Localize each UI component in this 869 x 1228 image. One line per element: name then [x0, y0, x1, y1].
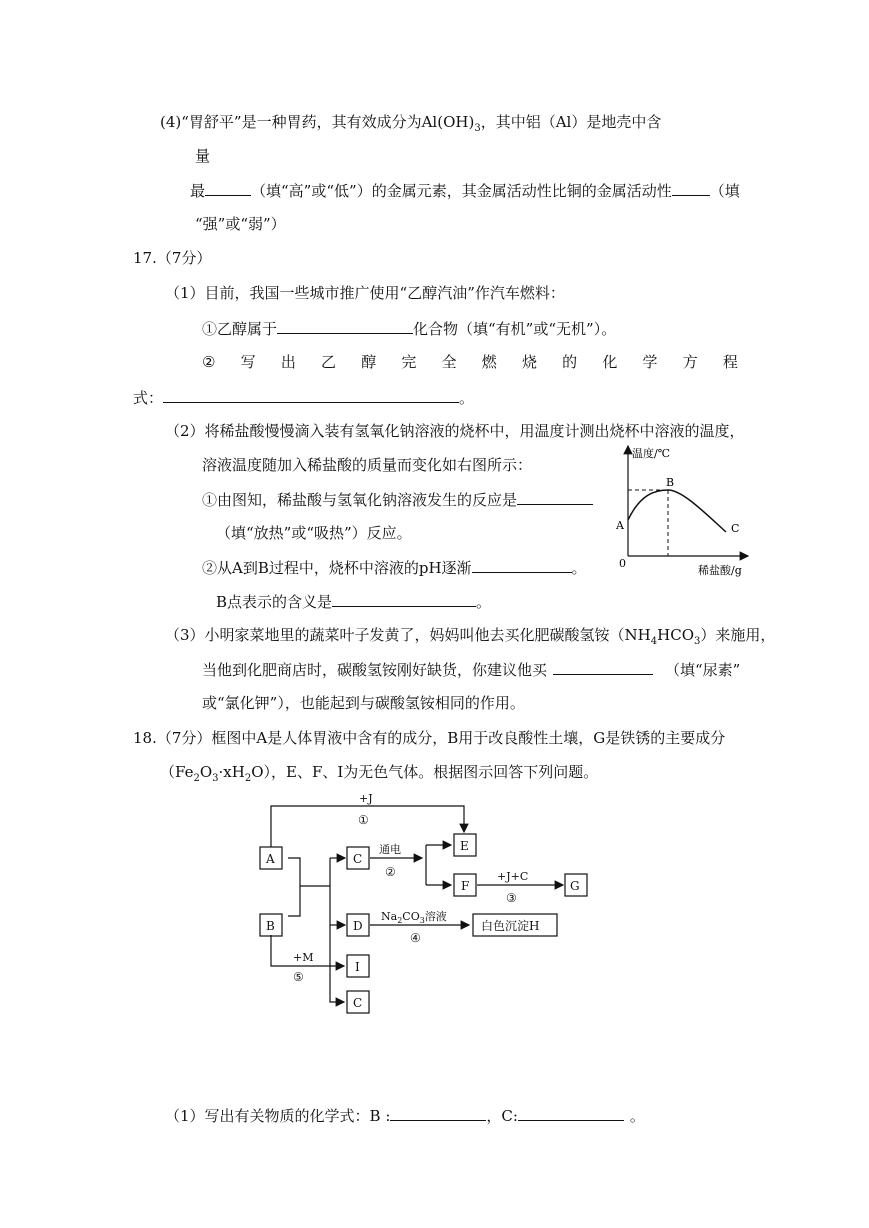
answer-blank-point-b-meaning[interactable]: [332, 591, 476, 607]
q17-part2-i: ①由图知，稀盐酸与氢氧化钠溶液发生的反应是: [202, 489, 593, 510]
q18-line2: $(Fe_2O_3\cdot xH_2O)$，E、F、I为无色气体。根据图示回答下列问题。: [160, 763, 599, 784]
graph-x-label: 稀盐酸/g: [698, 564, 742, 577]
q17-part1-ii: ② 写 出 乙 醇 完 全 燃 烧 的 化 学 方 程: [202, 353, 738, 371]
q17-part2-line1: （2）将稀盐酸慢慢滴入装有氢氧化钠溶液的烧杯中，用温度计测出烧杯中溶液的温度，: [165, 422, 745, 440]
answer-blank-formula-b[interactable]: [390, 1105, 486, 1121]
q16-4-line3: 最 （填“高”或“低”）的金属元素，其金属活动性比铜的金属活动性 （填: [190, 182, 740, 200]
label-box-g: G: [570, 879, 580, 893]
q17-part1-intro: （1）目前，我国一些城市推广使用“乙醇汽油”作汽车燃料：: [165, 284, 565, 302]
q16-4-line2: 量: [195, 147, 211, 165]
q17-part1-ii-cont: 式： 。: [133, 389, 475, 407]
q17-part2-ii-b: B点表示的含义是 。: [216, 593, 492, 611]
label-step-2: ②: [385, 865, 396, 879]
graph-y-label: 温度/℃: [632, 447, 671, 460]
label-step-1: ①: [358, 813, 369, 827]
label-box-c: C: [353, 852, 363, 866]
graph-origin: 0: [619, 557, 626, 570]
label-reagent: $Na_2CO_3$溶液: [381, 910, 447, 925]
connector-a-b: [288, 858, 300, 916]
q17-part3-line3: 或“氯化钾”），也能起到与碳酸氢铵相同的作用。: [202, 694, 525, 712]
label-box-a: A: [266, 852, 275, 866]
answer-blank-metal-content[interactable]: [205, 180, 251, 196]
reaction-flow-diagram: [255, 790, 595, 1025]
answer-blank-ethanol-type[interactable]: [277, 318, 413, 334]
label-plus-j: +J: [359, 792, 373, 805]
temperature-curve-graph: [604, 440, 754, 580]
label-electrolysis: 通电: [379, 843, 401, 856]
label-box-i: I: [355, 960, 360, 974]
label-box-f: F: [461, 879, 470, 893]
q18-line1: 18.（7分）框图中A是人体胃液中含有的成分，B用于改良酸性土壤，G是铁锈的主要成分: [133, 729, 726, 747]
label-box-c2: C: [353, 996, 363, 1010]
label-box-h: 白色沉淀H: [481, 919, 540, 933]
q17-header: 17.（7分）: [133, 249, 212, 267]
label-plus-m: +M: [293, 951, 314, 964]
label-step-3: ③: [506, 891, 517, 905]
q16-4-line1: (4)“胃舒平”是一种胃药，其有效成分为$Al(OH)_3$，其中铝（Al）是地壳中含: [160, 113, 662, 134]
q17-part3-line2: 当他到化肥商店时，碳酸氢铵刚好缺货，你建议他买 （填“尿素”: [202, 661, 741, 679]
q18-sub1: （1）写出有关物质的化学式：B : ，C: 。: [165, 1107, 645, 1125]
q17-part2-line2: 溶液温度随加入稀盐酸的质量而变化如右图所示：: [202, 456, 533, 474]
answer-blank-activity[interactable]: [672, 180, 710, 196]
label-box-e: E: [460, 839, 469, 853]
label-plus-jc: +J+C: [497, 870, 529, 883]
graph-point-b: B: [666, 476, 675, 489]
graph-point-a: A: [616, 519, 624, 532]
q17-part2-i-cont: （填“放热”或“吸热”）反应。: [216, 524, 412, 542]
label-step-4: ④: [410, 931, 421, 945]
q17-part3-line1: （3）小明家菜地里的蔬菜叶子发黄了，妈妈叫他去买化肥碳酸氢铵$(NH_4HCO_3)$来施用，: [165, 626, 776, 647]
graph-point-c: C: [731, 522, 740, 535]
q16-4-line4: “强”或“弱”）: [195, 215, 286, 233]
q17-part2-ii: ②从A到B过程中，烧杯中溶液的pH逐渐 。: [202, 559, 587, 577]
arrow-to-c2: [330, 936, 344, 1002]
answer-blank-reaction-heat[interactable]: [517, 489, 593, 505]
answer-blank-ph-trend[interactable]: [472, 557, 572, 573]
label-box-b: B: [266, 919, 275, 933]
answer-blank-formula-c[interactable]: [518, 1105, 624, 1121]
label-box-d: D: [353, 919, 363, 933]
answer-blank-combustion-equation[interactable]: [163, 387, 459, 403]
label-step-5: ⑤: [293, 970, 304, 984]
q17-part1-i: ①乙醇属于 化合物（填“有机”或“无机”）。: [202, 320, 617, 338]
temperature-curve: [628, 490, 726, 532]
answer-blank-fertilizer[interactable]: [553, 659, 653, 675]
